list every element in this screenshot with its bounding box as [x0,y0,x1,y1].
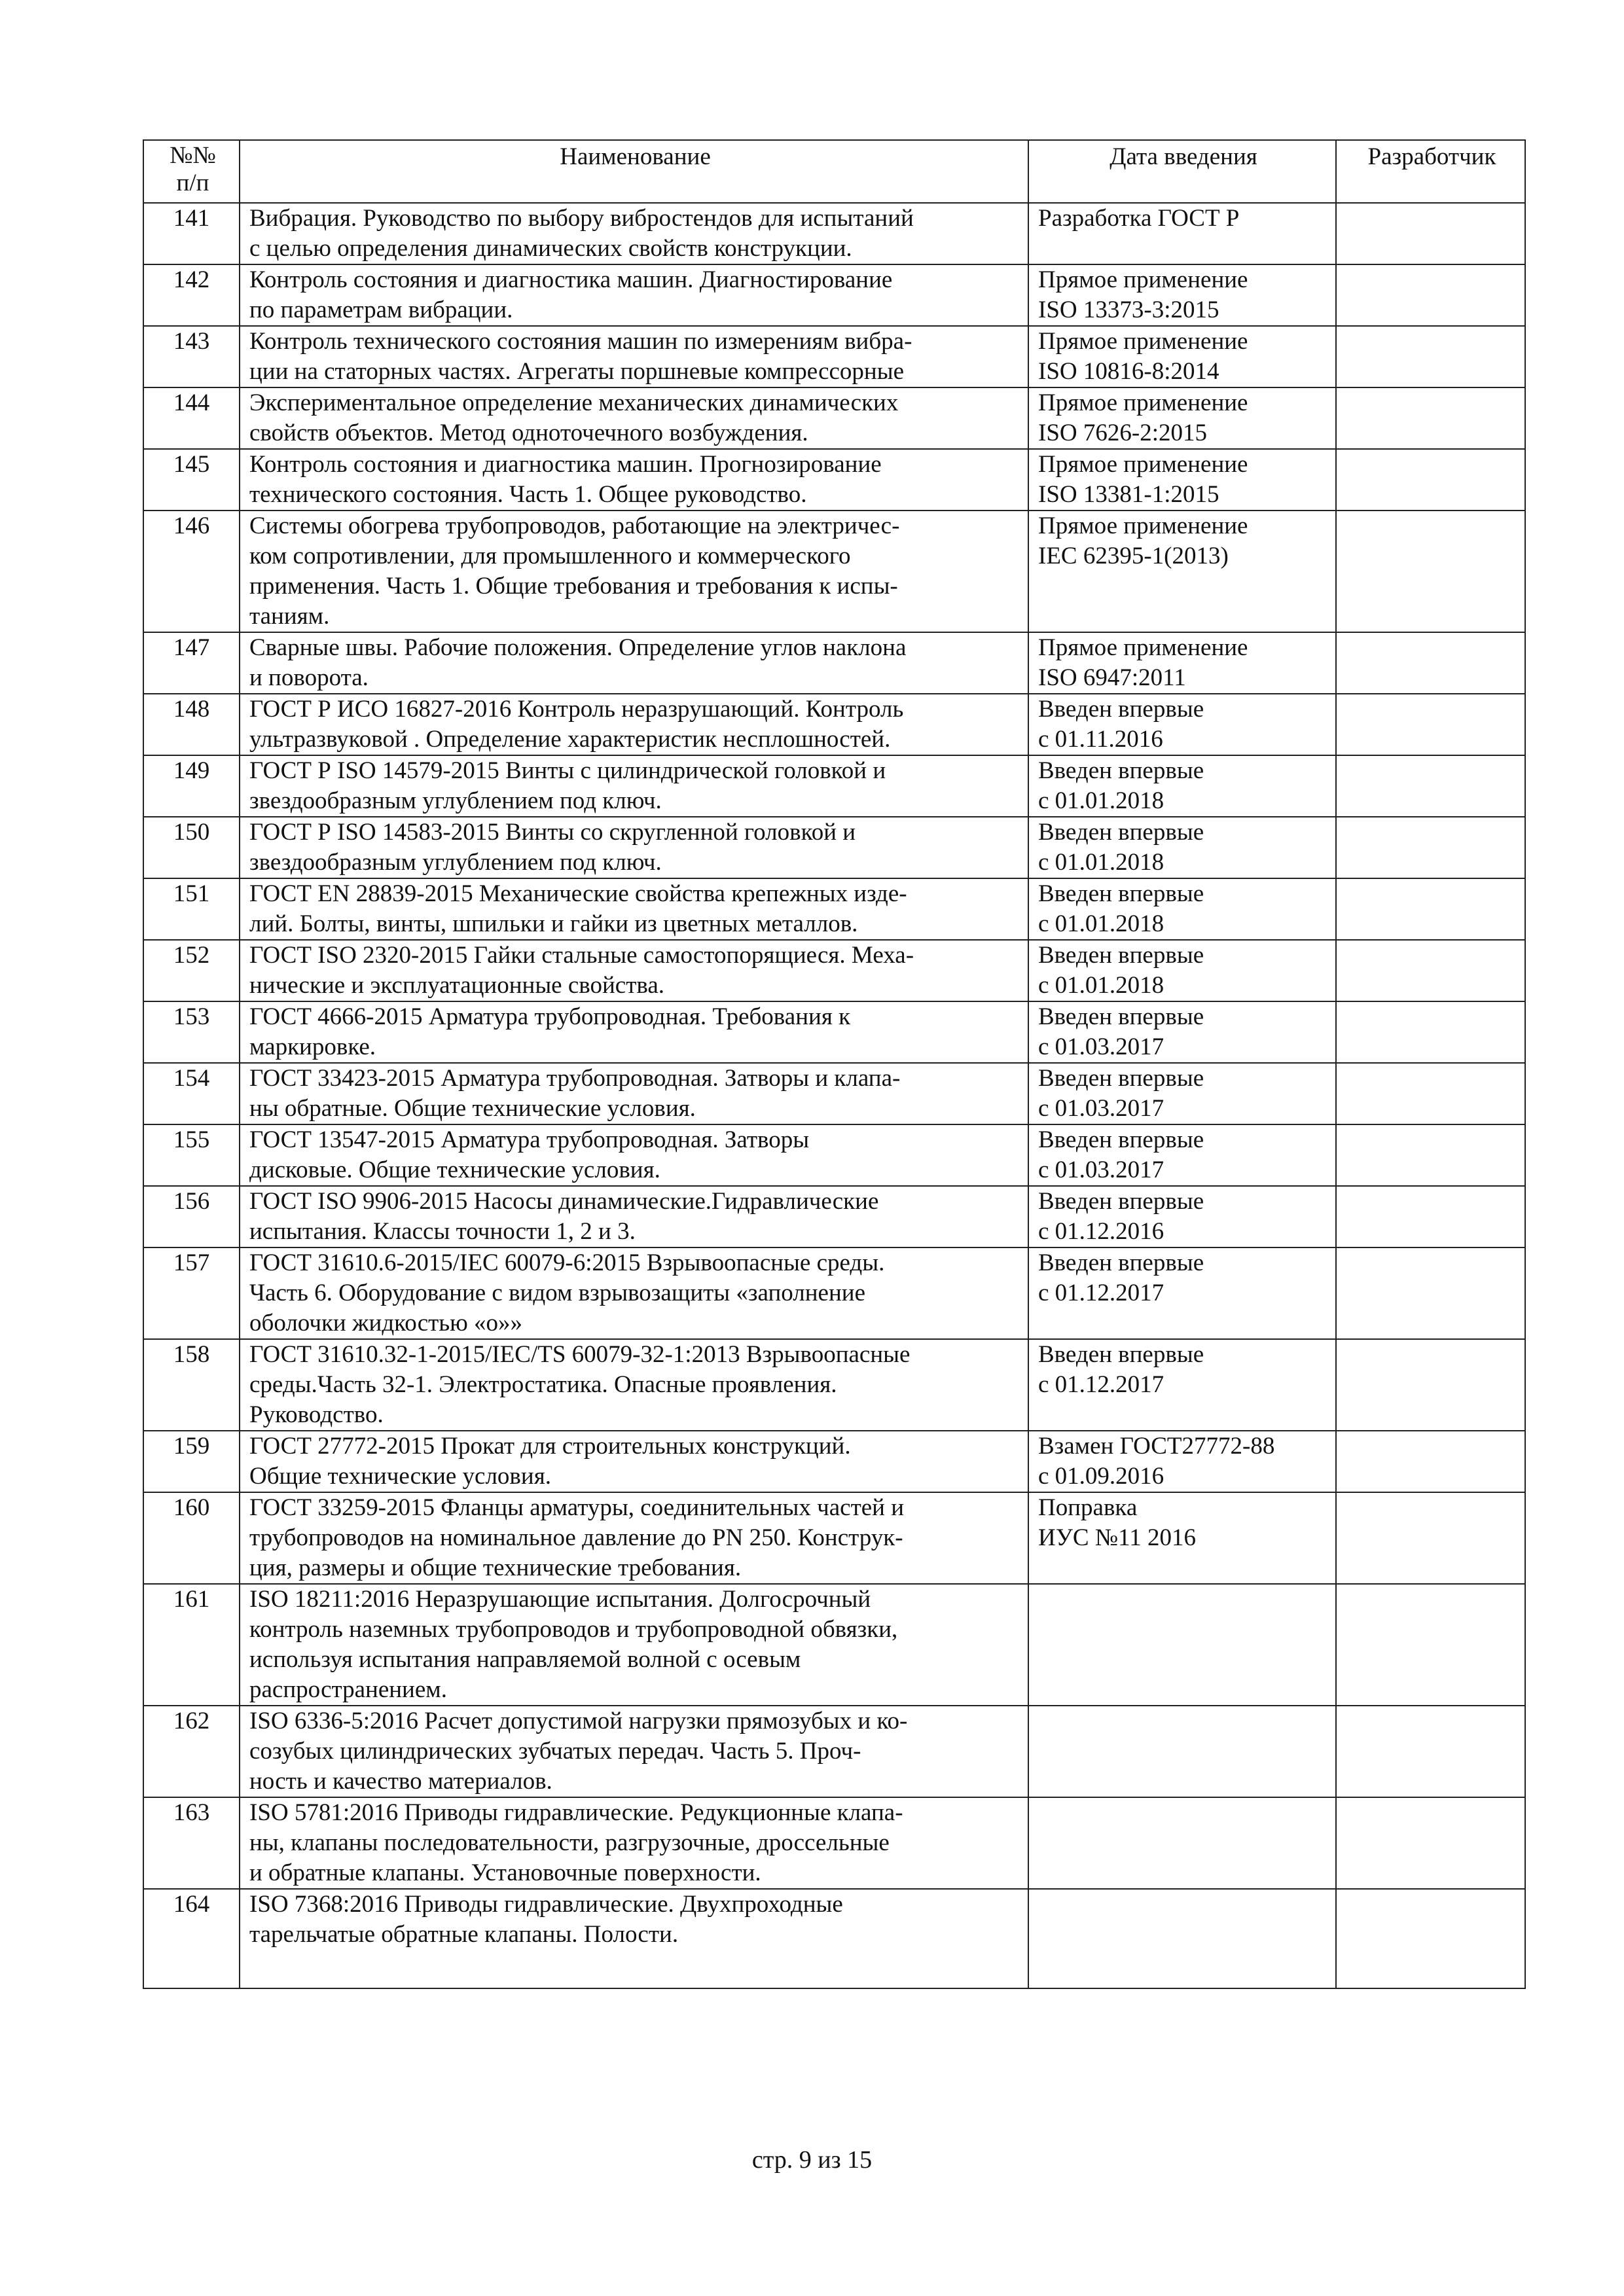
row-developer-cell [1336,1889,1525,1988]
row-number-cell: 141 [143,203,240,264]
row-developer-cell [1336,1124,1525,1186]
row-name-cell: ГОСТ 33259-2015 Фланцы арматуры, соединительных частей и трубопроводов на номинальное давление до PN 250. Конструк- ция, размеры и общие технические требования. [240,1492,1028,1584]
row-date-cell: Введен впервые с 01.12.2017 [1028,1339,1336,1431]
table-row [143,817,1525,878]
row-name-cell: ГОСТ Р ISO 14579-2015 Винты с цилиндрической головкой и звездообразным углублением под ключ. [240,755,1028,817]
row-number-cell: 158 [143,1339,240,1431]
row-number-cell: 147 [143,632,240,694]
row-developer-cell [1336,449,1525,511]
row-number-cell: 155 [143,1124,240,1186]
row-developer-cell [1336,1797,1525,1889]
row-developer-cell [1336,1492,1525,1584]
row-date-cell: Прямое применение ISO 7626-2:2015 [1028,387,1336,449]
row-developer-cell [1336,1339,1525,1431]
row-developer-cell [1336,694,1525,755]
row-developer-cell [1336,387,1525,449]
row-number-cell: 143 [143,326,240,387]
row-name-cell: ISO 6336-5:2016 Расчет допустимой нагрузки прямозубых и ко- созубых цилиндрических зубчатых передач. Часть 5. Проч- ность и качество материалов. [240,1706,1028,1797]
table-row [143,1492,1525,1584]
row-number-cell: 164 [143,1889,240,1988]
row-name-cell: ГОСТ EN 28839-2015 Механические свойства крепежных изде- лий. Болты, винты, шпильки и гайки из цветных металлов. [240,878,1028,940]
row-date-cell: Поправка ИУС №11 2016 [1028,1492,1336,1584]
row-developer-cell [1336,1584,1525,1706]
row-date-cell: Введен впервые с 01.03.2017 [1028,1001,1336,1063]
row-number-cell: 142 [143,264,240,326]
row-name-cell: ГОСТ Р ИСО 16827-2016 Контроль неразрушающий. Контроль ультразвуковой . Определение характеристик несплошностей. [240,694,1028,755]
row-name-cell: Контроль состояния и диагностика машин. Прогнозирование технического состояния. Часть 1. Общее руководство. [240,449,1028,511]
row-developer-cell [1336,326,1525,387]
table-row [143,1584,1525,1706]
row-name-cell: Системы обогрева трубопроводов, работающие на электричес- ком сопротивлении, для промышленного и коммерческого применения. Часть 1. Общие требования и требования к испы- таниям. [240,511,1028,632]
row-date-cell: Прямое применение ISO 6947:2011 [1028,632,1336,694]
row-number-cell: 156 [143,1186,240,1247]
row-name-cell: ГОСТ ISO 9906-2015 Насосы динамические.Гидравлические испытания. Классы точности 1, 2 и 3. [240,1186,1028,1247]
table-row [143,1797,1525,1889]
row-date-cell: Введен впервые с 01.01.2018 [1028,940,1336,1001]
row-date-cell: Прямое применение ISO 13373-3:2015 [1028,264,1336,326]
row-name-cell: ISO 7368:2016 Приводы гидравлические. Двухпроходные тарельчатые обратные клапаны. Полости. [240,1889,1028,1988]
table-row [143,203,1525,264]
row-date-cell: Взамен ГОСТ27772-88 с 01.09.2016 [1028,1431,1336,1492]
row-date-cell: Прямое применение ISO 10816-8:2014 [1028,326,1336,387]
row-date-cell: Введен впервые с 01.03.2017 [1028,1124,1336,1186]
row-date-cell: Введен впервые с 01.12.2017 [1028,1247,1336,1339]
table-row [143,1247,1525,1339]
table-row [143,1339,1525,1431]
table-row [143,1706,1525,1797]
row-date-cell [1028,1706,1336,1797]
row-developer-cell [1336,632,1525,694]
row-developer-cell [1336,203,1525,264]
row-number-cell: 148 [143,694,240,755]
row-developer-cell [1336,817,1525,878]
row-name-cell: Вибрация. Руководство по выбору вибростендов для испытаний с целью определения динамических свойств конструкции. [240,203,1028,264]
row-name-cell: Экспериментальное определение механических динамических свойств объектов. Метод одноточечного возбуждения. [240,387,1028,449]
row-name-cell: ISO 5781:2016 Приводы гидравлические. Редукционные клапа- ны, клапаны последовательности, разгрузочные, дроссельные и обратные клапаны. Установочные поверхности. [240,1797,1028,1889]
table-row [143,1124,1525,1186]
header-developer: Разработчик [1336,140,1525,203]
table-row [143,878,1525,940]
row-name-cell: ГОСТ 4666-2015 Арматура трубопроводная. Требования к маркировке. [240,1001,1028,1063]
table-row [143,694,1525,755]
row-developer-cell [1336,1063,1525,1124]
row-date-cell: Введен впервые с 01.01.2018 [1028,878,1336,940]
standards-table [143,139,1526,1989]
row-developer-cell [1336,755,1525,817]
row-developer-cell [1336,1706,1525,1797]
row-date-cell: Введен впервые с 01.11.2016 [1028,694,1336,755]
row-date-cell [1028,1584,1336,1706]
row-number-cell: 144 [143,387,240,449]
row-date-cell [1028,1797,1336,1889]
row-name-cell: ГОСТ 31610.32-1-2015/IEC/TS 60079-32-1:2013 Взрывоопасные среды.Часть 32-1. Электростатика. Опасные проявления. Руководство. [240,1339,1028,1431]
row-date-cell: Прямое применение IEC 62395-1(2013) [1028,511,1336,632]
row-number-cell: 159 [143,1431,240,1492]
table-row [143,1431,1525,1492]
row-date-cell [1028,1889,1336,1988]
row-name-cell: ГОСТ ISO 2320-2015 Гайки стальные самостопорящиеся. Меха- нические и эксплуатационные свойства. [240,940,1028,1001]
row-date-cell: Введен впервые с 01.01.2018 [1028,755,1336,817]
row-number-cell: 153 [143,1001,240,1063]
row-number-cell: 151 [143,878,240,940]
row-developer-cell [1336,878,1525,940]
table-row [143,1186,1525,1247]
table-row [143,940,1525,1001]
row-name-cell: ГОСТ 13547-2015 Арматура трубопроводная. Затворы дисковые. Общие технические условия. [240,1124,1028,1186]
row-number-cell: 160 [143,1492,240,1584]
table-row [143,755,1525,817]
row-name-cell: ISO 18211:2016 Неразрушающие испытания. Долгосрочный контроль наземных трубопроводов и трубопроводной обвязки, используя испытания направляемой волной с осевым распространением. [240,1584,1028,1706]
row-number-cell: 154 [143,1063,240,1124]
row-date-cell: Введен впервые с 01.01.2018 [1028,817,1336,878]
table-row [143,511,1525,632]
row-date-cell: Разработка ГОСТ Р [1028,203,1336,264]
row-date-cell: Введен впервые с 01.03.2017 [1028,1063,1336,1124]
row-number-cell: 157 [143,1247,240,1339]
row-developer-cell [1336,1431,1525,1492]
page-number: стр. 9 из 15 [751,2146,873,2174]
header-name: Наименование [240,140,1028,203]
row-developer-cell [1336,264,1525,326]
row-developer-cell [1336,1247,1525,1339]
row-developer-cell [1336,511,1525,632]
row-number-cell: 145 [143,449,240,511]
row-name-cell: ГОСТ Р ISO 14583-2015 Винты со скругленной головкой и звездообразным углублением под ключ. [240,817,1028,878]
row-number-cell: 149 [143,755,240,817]
row-name-cell: ГОСТ 31610.6-2015/IEC 60079-6:2015 Взрывоопасные среды. Часть 6. Оборудование с видом взрывозащиты «заполнение оболочки жидкостью «о»» [240,1247,1028,1339]
table-row [143,387,1525,449]
row-date-cell: Прямое применение ISO 13381-1:2015 [1028,449,1336,511]
row-name-cell: Контроль состояния и диагностика машин. Диагностирование по параметрам вибрации. [240,264,1028,326]
table-row [143,449,1525,511]
row-number-cell: 146 [143,511,240,632]
table-row [143,1889,1525,1988]
row-date-cell: Введен впервые с 01.12.2016 [1028,1186,1336,1247]
row-developer-cell [1336,1186,1525,1247]
row-developer-cell [1336,940,1525,1001]
row-number-cell: 162 [143,1706,240,1797]
table-row [143,632,1525,694]
table-row [143,326,1525,387]
table-row [143,1063,1525,1124]
table-row [143,264,1525,326]
row-name-cell: Сварные швы. Рабочие положения. Определение углов наклона и поворота. [240,632,1028,694]
table-row [143,1001,1525,1063]
row-name-cell: ГОСТ 33423-2015 Арматура трубопроводная. Затворы и клапа- ны обратные. Общие технические условия. [240,1063,1028,1124]
row-developer-cell [1336,1001,1525,1063]
table-header-row [143,140,1525,203]
row-number-cell: 150 [143,817,240,878]
row-name-cell: Контроль технического состояния машин по измерениям вибра- ции на статорных частях. Агрегаты поршневые компрессорные [240,326,1028,387]
header-number: №№ п/п [143,140,240,203]
row-name-cell: ГОСТ 27772-2015 Прокат для строительных конструкций. Общие технические условия. [240,1431,1028,1492]
row-number-cell: 152 [143,940,240,1001]
header-date: Дата введения [1028,140,1336,203]
row-number-cell: 161 [143,1584,240,1706]
row-number-cell: 163 [143,1797,240,1889]
